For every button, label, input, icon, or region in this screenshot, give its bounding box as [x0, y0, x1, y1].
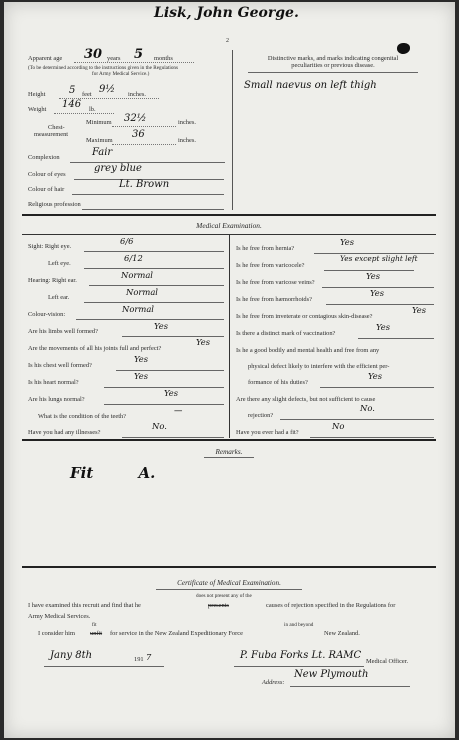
cert-date-line — [44, 666, 164, 667]
health-label-3: formance of his duties? — [248, 379, 308, 386]
left-ear-value: Normal — [126, 287, 158, 297]
sight-right-value: 6/6 — [120, 236, 134, 246]
ink-blot — [397, 43, 410, 54]
lungs-label: Are his lungs normal? — [28, 396, 85, 403]
age-underline — [74, 62, 194, 63]
months-label: months — [154, 55, 173, 62]
chest-min-inches: inches. — [178, 119, 196, 126]
height-inches-value: 9½ — [99, 84, 116, 95]
chest-max-underline — [112, 144, 176, 145]
chest-label-2: measurement — [34, 131, 69, 138]
chest-max-inches: inches. — [178, 137, 196, 144]
health-label-1: Is he a good bodily and mental health and free from any — [236, 347, 380, 354]
medical-top-rule — [22, 214, 436, 216]
limbs-label: Are his limbs well formed? — [28, 328, 98, 335]
cert-date-value: Jany 8th — [50, 650, 93, 661]
height-label: Height — [28, 91, 46, 98]
fit-value: No — [332, 421, 345, 431]
religion-label: Religious profession — [28, 201, 81, 208]
marks-heading-line — [248, 72, 418, 73]
cert-year-suffix: 7 — [146, 652, 152, 662]
haemorrhoids-value: Yes — [370, 288, 385, 298]
illnesses-line — [122, 437, 224, 438]
sight-label: Sight: Right eye. — [28, 243, 72, 250]
age-note-1: (To be determined according to the instructions given in the Regulations — [28, 65, 179, 71]
address-value: New Plymouth — [294, 669, 369, 680]
fit-label: Have you ever had a fit? — [236, 429, 299, 436]
hearing-label: Hearing: Right ear. — [28, 277, 77, 284]
chest-formed-label: Is his chest well formed? — [28, 362, 92, 369]
chest-label-1: Chest- — [48, 124, 65, 131]
medical-officer-label: Medical Officer. — [366, 658, 409, 665]
medical-officer-signature: P. Fuba Forks Lt. RAMC — [240, 650, 362, 661]
illnesses-label: Have you had any illnesses? — [28, 429, 101, 436]
medical-column-divider — [229, 234, 230, 438]
colour-vision-label: Colour-vision: — [28, 311, 66, 318]
certificate-title-underline — [156, 589, 302, 590]
cert-line3-inserted: fit — [92, 622, 97, 628]
cert-line3-inserted-2: in and beyond — [284, 622, 314, 628]
lungs-value: Yes — [164, 388, 179, 398]
cert-line1-struck: presents — [208, 602, 229, 609]
sight-line — [84, 251, 224, 252]
marks-value: Small naevus on left thigh — [244, 80, 377, 91]
cert-year-prefix: 191 — [134, 656, 144, 663]
limbs-value: Yes — [154, 321, 169, 331]
cert-line1-inserted: does not present any of the — [196, 593, 252, 599]
remarks-title: Remarks. — [215, 448, 243, 456]
hearing-right-value: Normal — [121, 270, 153, 280]
chest-formed-line — [116, 370, 224, 371]
cert-line3-struck: unfit — [90, 630, 103, 637]
chest-min-value: 32½ — [124, 113, 147, 124]
hernia-label: Is he free from hernia? — [236, 245, 295, 252]
chest-min-underline — [112, 126, 176, 127]
heart-value: Yes — [134, 371, 149, 381]
chest-formed-value: Yes — [134, 354, 149, 364]
movements-label: Are the movements of all his joints full and perfect? — [28, 345, 162, 352]
left-eye-value: 6/12 — [124, 253, 143, 263]
religion-line — [82, 209, 224, 210]
remarks-value: Fit A. — [70, 464, 156, 482]
inches-label: inches. — [128, 91, 146, 98]
attestation-form-page — [4, 2, 455, 738]
age-years-value: 30 — [84, 47, 103, 62]
teeth-label: What is the condition of the teeth? — [38, 413, 127, 420]
age-note-2: for Army Medical Service.) — [92, 71, 150, 77]
weight-underline — [54, 113, 114, 114]
marks-heading-1: Distinctive marks, and marks indicating congenital — [267, 55, 399, 62]
weight-label: Weight — [28, 106, 47, 113]
years-label: years — [107, 55, 121, 62]
age-months-value: 5 — [134, 47, 144, 62]
hair-label: Colour of hair — [28, 186, 65, 193]
varicose-label: Is he free from varicose veins? — [236, 279, 315, 286]
address-label: Address: — [262, 679, 285, 686]
eyes-label: Colour of eyes — [28, 171, 66, 178]
hearing-line — [89, 285, 224, 286]
movements-value: Yes — [196, 337, 211, 347]
cert-line3-b: for service in the New Zealand Expeditionary Force — [110, 630, 243, 637]
chest-max-value: 36 — [132, 129, 145, 140]
left-ear-label: Left ear. — [48, 294, 70, 301]
chest-min-label: Minimum — [86, 119, 112, 126]
varicocele-label: Is he free from varicocele? — [236, 262, 305, 269]
vaccination-value: Yes — [376, 322, 391, 332]
skin-value: Yes — [412, 305, 427, 315]
certificate-top-rule — [22, 566, 436, 568]
health-label-2: physical defect likely to interfere with the efficient per- — [248, 363, 390, 370]
address-line — [290, 686, 410, 687]
medical-bottom-rule — [22, 439, 436, 441]
skin-label: Is he free from inveterate or contagious skin-disease? — [236, 313, 373, 320]
signature-line — [234, 666, 364, 667]
cert-line3-c: New Zealand. — [324, 630, 360, 637]
left-eye-line — [84, 268, 224, 269]
varicocele-value: Yes except slight left — [340, 254, 418, 263]
weight-unit: lb. — [89, 106, 96, 113]
hernia-value: Yes — [340, 237, 355, 247]
cert-line1-a: I have examined this recruit and find that he — [28, 602, 141, 609]
cert-line1-b: causes of rejection specified in the Regulations for — [266, 602, 396, 609]
remarks-title-underline — [204, 457, 254, 458]
page-number: 2 — [226, 38, 229, 44]
defects-value: No. — [360, 403, 375, 413]
teeth-value: — — [174, 405, 183, 415]
heart-label: Is his heart normal? — [28, 379, 79, 386]
health-value: Yes — [368, 371, 383, 381]
defects-line — [280, 419, 434, 420]
hair-value: Lt. Brown — [119, 179, 170, 190]
fit-line — [310, 437, 434, 438]
eyes-value: grey blue — [94, 163, 142, 174]
left-eye-label: Left eye. — [48, 260, 71, 267]
cert-line2: Army Medical Services. — [28, 613, 91, 620]
vaccination-line — [358, 338, 434, 339]
colour-vision-value: Normal — [122, 304, 154, 314]
apparent-age-label: Apparent age — [28, 55, 63, 62]
colour-vision-line — [76, 319, 224, 320]
health-line — [320, 387, 434, 388]
column-divider-upper — [232, 50, 233, 210]
defects-label-1: Are there any slight defects, but not sufficient to cause — [236, 396, 376, 403]
haemorrhoids-label: Is he free from hæmorrhoids? — [236, 296, 312, 303]
lungs-line — [104, 404, 224, 405]
recruit-name: Lisk, John George. — [154, 5, 299, 21]
varicose-value: Yes — [366, 271, 381, 281]
defects-label-2: rejection? — [248, 412, 274, 419]
complexion-value: Fair — [92, 147, 113, 158]
feet-label: feet — [82, 91, 92, 98]
hair-line — [72, 194, 224, 195]
height-feet-value: 5 — [69, 85, 76, 96]
cert-line3-a: I consider him — [38, 630, 75, 637]
medical-title: Medical Examination. — [196, 221, 262, 230]
marks-heading-2: peculiarities or previous disease. — [291, 62, 375, 69]
left-ear-line — [84, 302, 224, 303]
vaccination-label: Is there a distinct mark of vaccination? — [236, 330, 336, 337]
illnesses-value: No. — [152, 421, 167, 431]
complexion-label: Complexion — [28, 154, 60, 161]
weight-value: 146 — [62, 99, 82, 110]
chest-max-label: Maximum — [86, 137, 113, 144]
certificate-title: Certificate of Medical Examination. — [177, 579, 281, 587]
